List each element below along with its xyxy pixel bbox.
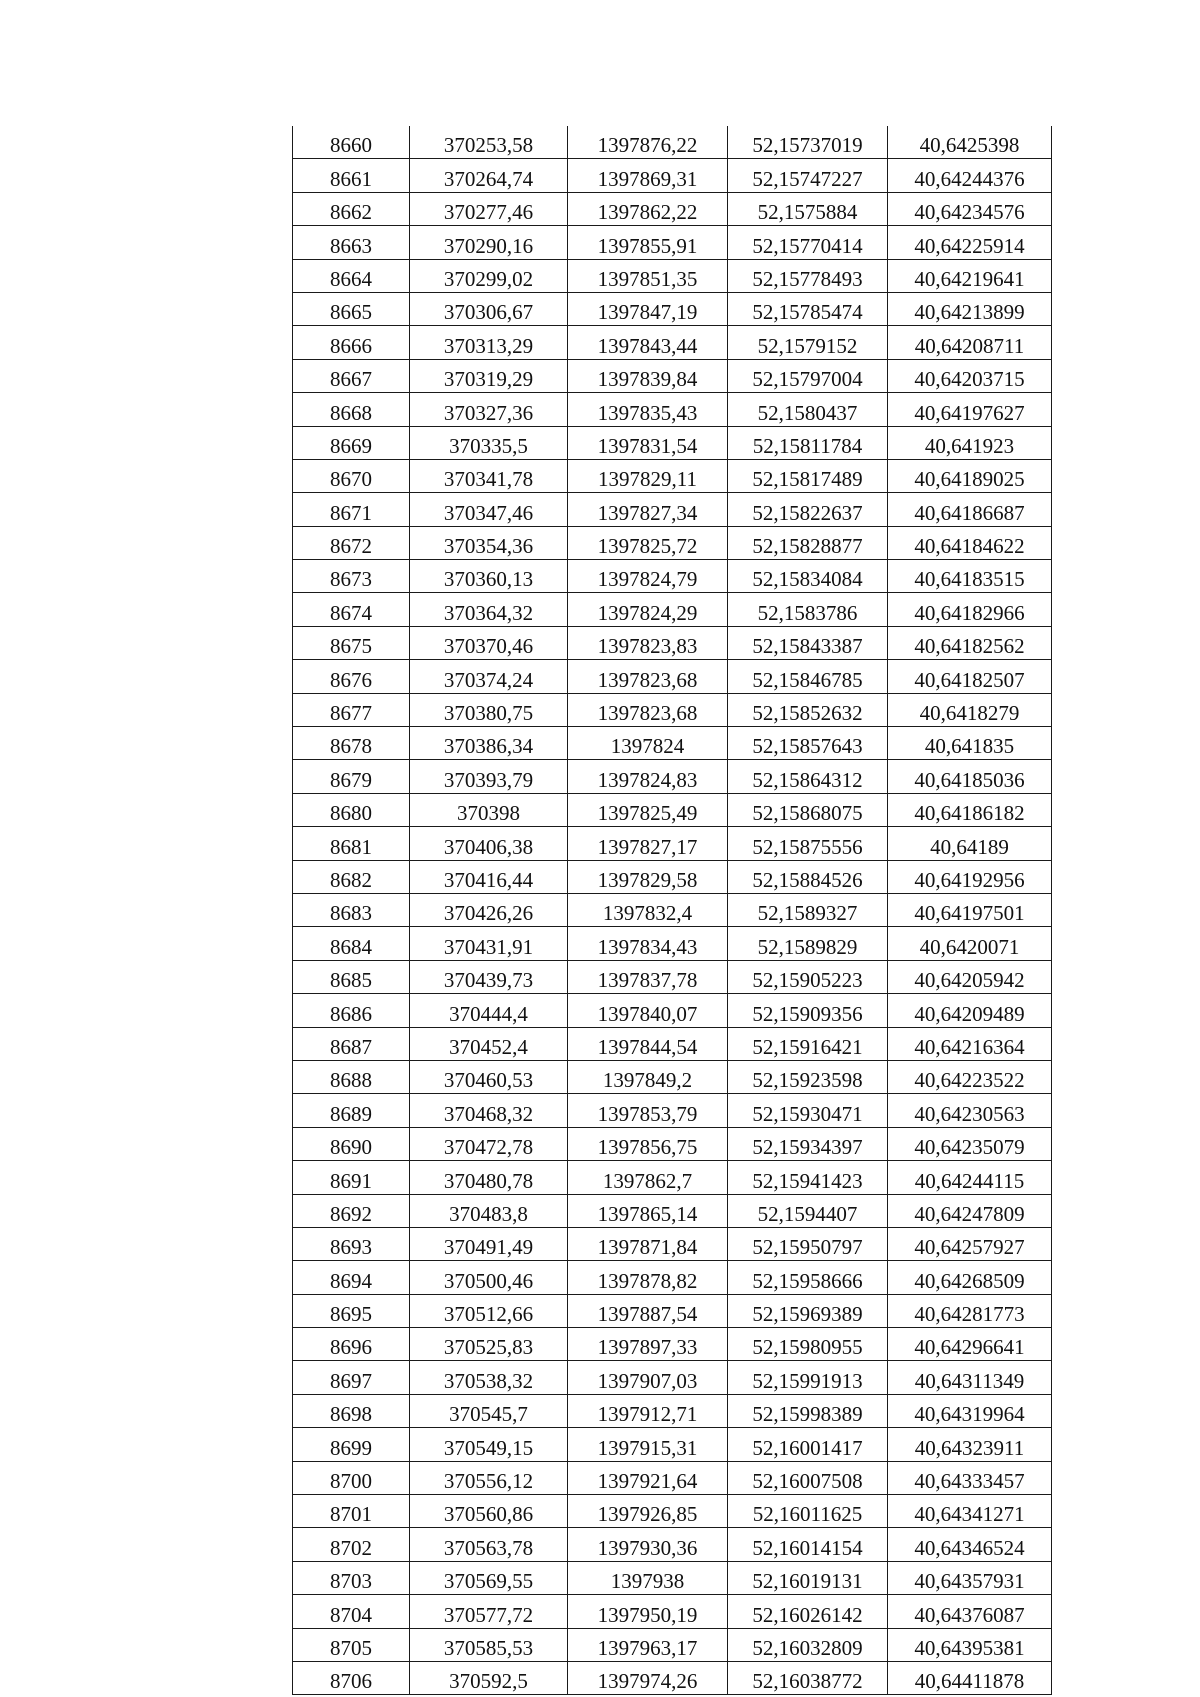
table-row bbox=[293, 1161, 1052, 1194]
table-row bbox=[293, 1194, 1052, 1227]
longitude-cell: 40,64197627 bbox=[888, 393, 1052, 426]
latitude-cell: 52,15737019 bbox=[728, 126, 888, 159]
y-coordinate-cell: 1397855,91 bbox=[568, 226, 728, 259]
point-number-cell: 8671 bbox=[293, 493, 410, 526]
x-coordinate-cell: 370398 bbox=[410, 793, 568, 826]
latitude-cell: 52,15817489 bbox=[728, 459, 888, 492]
latitude-cell: 52,15934397 bbox=[728, 1127, 888, 1160]
longitude-cell: 40,64230563 bbox=[888, 1094, 1052, 1127]
table-row bbox=[293, 1328, 1052, 1361]
longitude-cell: 40,64213899 bbox=[888, 292, 1052, 325]
point-number-cell: 8664 bbox=[293, 259, 410, 292]
latitude-cell: 52,16014154 bbox=[728, 1528, 888, 1561]
x-coordinate-cell: 370290,16 bbox=[410, 226, 568, 259]
table-row bbox=[293, 827, 1052, 860]
point-number-cell: 8676 bbox=[293, 660, 410, 693]
point-number-cell: 8661 bbox=[293, 159, 410, 192]
x-coordinate-cell: 370480,78 bbox=[410, 1161, 568, 1194]
x-coordinate-cell: 370380,75 bbox=[410, 693, 568, 726]
latitude-cell: 52,15998389 bbox=[728, 1394, 888, 1427]
x-coordinate-cell: 370347,46 bbox=[410, 493, 568, 526]
point-number-cell: 8694 bbox=[293, 1261, 410, 1294]
y-coordinate-cell: 1397878,82 bbox=[568, 1261, 728, 1294]
x-coordinate-cell: 370370,46 bbox=[410, 626, 568, 659]
x-coordinate-cell: 370444,4 bbox=[410, 994, 568, 1027]
table-row bbox=[293, 393, 1052, 426]
latitude-cell: 52,15916421 bbox=[728, 1027, 888, 1060]
longitude-cell: 40,64311349 bbox=[888, 1361, 1052, 1394]
table-row bbox=[293, 1661, 1052, 1694]
y-coordinate-cell: 1397831,54 bbox=[568, 426, 728, 459]
point-number-cell: 8678 bbox=[293, 727, 410, 760]
latitude-cell: 52,15811784 bbox=[728, 426, 888, 459]
latitude-cell: 52,16007508 bbox=[728, 1461, 888, 1494]
x-coordinate-cell: 370313,29 bbox=[410, 326, 568, 359]
point-number-cell: 8684 bbox=[293, 927, 410, 960]
point-number-cell: 8698 bbox=[293, 1394, 410, 1427]
x-coordinate-cell: 370549,15 bbox=[410, 1428, 568, 1461]
longitude-cell: 40,64225914 bbox=[888, 226, 1052, 259]
y-coordinate-cell: 1397837,78 bbox=[568, 960, 728, 993]
point-number-cell: 8689 bbox=[293, 1094, 410, 1127]
x-coordinate-cell: 370393,79 bbox=[410, 760, 568, 793]
table-row bbox=[293, 459, 1052, 492]
latitude-cell: 52,15785474 bbox=[728, 292, 888, 325]
y-coordinate-cell: 1397823,68 bbox=[568, 693, 728, 726]
y-coordinate-cell: 1397839,84 bbox=[568, 359, 728, 392]
point-number-cell: 8677 bbox=[293, 693, 410, 726]
point-number-cell: 8706 bbox=[293, 1661, 410, 1694]
x-coordinate-cell: 370341,78 bbox=[410, 459, 568, 492]
table-row bbox=[293, 1628, 1052, 1661]
longitude-cell: 40,64182562 bbox=[888, 626, 1052, 659]
point-number-cell: 8679 bbox=[293, 760, 410, 793]
point-number-cell: 8670 bbox=[293, 459, 410, 492]
y-coordinate-cell: 1397963,17 bbox=[568, 1628, 728, 1661]
y-coordinate-cell: 1397938 bbox=[568, 1561, 728, 1594]
y-coordinate-cell: 1397849,2 bbox=[568, 1060, 728, 1093]
latitude-cell: 52,15980955 bbox=[728, 1328, 888, 1361]
y-coordinate-cell: 1397827,17 bbox=[568, 827, 728, 860]
latitude-cell: 52,15884526 bbox=[728, 860, 888, 893]
latitude-cell: 52,1579152 bbox=[728, 326, 888, 359]
latitude-cell: 52,1580437 bbox=[728, 393, 888, 426]
latitude-cell: 52,15770414 bbox=[728, 226, 888, 259]
table-row bbox=[293, 960, 1052, 993]
table-row bbox=[293, 326, 1052, 359]
y-coordinate-cell: 1397844,54 bbox=[568, 1027, 728, 1060]
latitude-cell: 52,15846785 bbox=[728, 660, 888, 693]
point-number-cell: 8666 bbox=[293, 326, 410, 359]
point-number-cell: 8665 bbox=[293, 292, 410, 325]
x-coordinate-cell: 370560,86 bbox=[410, 1495, 568, 1528]
longitude-cell: 40,64234576 bbox=[888, 192, 1052, 225]
longitude-cell: 40,64189 bbox=[888, 827, 1052, 860]
table-row bbox=[293, 1060, 1052, 1093]
table-row bbox=[293, 626, 1052, 659]
longitude-cell: 40,641923 bbox=[888, 426, 1052, 459]
longitude-cell: 40,64184622 bbox=[888, 526, 1052, 559]
latitude-cell: 52,1583786 bbox=[728, 593, 888, 626]
latitude-cell: 52,15857643 bbox=[728, 727, 888, 760]
y-coordinate-cell: 1397926,85 bbox=[568, 1495, 728, 1528]
x-coordinate-cell: 370277,46 bbox=[410, 192, 568, 225]
y-coordinate-cell: 1397834,43 bbox=[568, 927, 728, 960]
latitude-cell: 52,1589327 bbox=[728, 893, 888, 926]
longitude-cell: 40,64341271 bbox=[888, 1495, 1052, 1528]
longitude-cell: 40,6420071 bbox=[888, 927, 1052, 960]
longitude-cell: 40,64186687 bbox=[888, 493, 1052, 526]
longitude-cell: 40,64319964 bbox=[888, 1394, 1052, 1427]
table-row bbox=[293, 760, 1052, 793]
table-row bbox=[293, 359, 1052, 392]
table-row bbox=[293, 927, 1052, 960]
point-number-cell: 8699 bbox=[293, 1428, 410, 1461]
point-number-cell: 8669 bbox=[293, 426, 410, 459]
x-coordinate-cell: 370460,53 bbox=[410, 1060, 568, 1093]
longitude-cell: 40,64244376 bbox=[888, 159, 1052, 192]
table-row bbox=[293, 1461, 1052, 1494]
x-coordinate-cell: 370545,7 bbox=[410, 1394, 568, 1427]
latitude-cell: 52,15852632 bbox=[728, 693, 888, 726]
y-coordinate-cell: 1397827,34 bbox=[568, 493, 728, 526]
table-row bbox=[293, 159, 1052, 192]
longitude-cell: 40,64197501 bbox=[888, 893, 1052, 926]
latitude-cell: 52,15778493 bbox=[728, 259, 888, 292]
longitude-cell: 40,6425398 bbox=[888, 126, 1052, 159]
latitude-cell: 52,15958666 bbox=[728, 1261, 888, 1294]
longitude-cell: 40,64183515 bbox=[888, 560, 1052, 593]
y-coordinate-cell: 1397835,43 bbox=[568, 393, 728, 426]
table-row bbox=[293, 1227, 1052, 1260]
longitude-cell: 40,64296641 bbox=[888, 1328, 1052, 1361]
table-row bbox=[293, 1595, 1052, 1628]
point-number-cell: 8697 bbox=[293, 1361, 410, 1394]
latitude-cell: 52,15843387 bbox=[728, 626, 888, 659]
y-coordinate-cell: 1397915,31 bbox=[568, 1428, 728, 1461]
y-coordinate-cell: 1397824,29 bbox=[568, 593, 728, 626]
longitude-cell: 40,64182507 bbox=[888, 660, 1052, 693]
y-coordinate-cell: 1397887,54 bbox=[568, 1294, 728, 1327]
table-row bbox=[293, 1495, 1052, 1528]
x-coordinate-cell: 370327,36 bbox=[410, 393, 568, 426]
point-number-cell: 8685 bbox=[293, 960, 410, 993]
point-number-cell: 8690 bbox=[293, 1127, 410, 1160]
latitude-cell: 52,16019131 bbox=[728, 1561, 888, 1594]
table-row bbox=[293, 727, 1052, 760]
latitude-cell: 52,15930471 bbox=[728, 1094, 888, 1127]
y-coordinate-cell: 1397825,49 bbox=[568, 793, 728, 826]
x-coordinate-cell: 370264,74 bbox=[410, 159, 568, 192]
y-coordinate-cell: 1397974,26 bbox=[568, 1661, 728, 1694]
table-row bbox=[293, 1561, 1052, 1594]
point-number-cell: 8704 bbox=[293, 1595, 410, 1628]
point-number-cell: 8675 bbox=[293, 626, 410, 659]
table-row bbox=[293, 860, 1052, 893]
point-number-cell: 8695 bbox=[293, 1294, 410, 1327]
point-number-cell: 8681 bbox=[293, 827, 410, 860]
longitude-cell: 40,64323911 bbox=[888, 1428, 1052, 1461]
y-coordinate-cell: 1397865,14 bbox=[568, 1194, 728, 1227]
x-coordinate-cell: 370525,83 bbox=[410, 1328, 568, 1361]
latitude-cell: 52,1589829 bbox=[728, 927, 888, 960]
x-coordinate-cell: 370563,78 bbox=[410, 1528, 568, 1561]
point-number-cell: 8682 bbox=[293, 860, 410, 893]
point-number-cell: 8660 bbox=[293, 126, 410, 159]
point-number-cell: 8672 bbox=[293, 526, 410, 559]
longitude-cell: 40,64281773 bbox=[888, 1294, 1052, 1327]
y-coordinate-cell: 1397824,79 bbox=[568, 560, 728, 593]
y-coordinate-cell: 1397843,44 bbox=[568, 326, 728, 359]
longitude-cell: 40,64182966 bbox=[888, 593, 1052, 626]
table-row bbox=[293, 1528, 1052, 1561]
longitude-cell: 40,64185036 bbox=[888, 760, 1052, 793]
x-coordinate-cell: 370439,73 bbox=[410, 960, 568, 993]
y-coordinate-cell: 1397851,35 bbox=[568, 259, 728, 292]
point-number-cell: 8705 bbox=[293, 1628, 410, 1661]
table-row bbox=[293, 1094, 1052, 1127]
latitude-cell: 52,16032809 bbox=[728, 1628, 888, 1661]
latitude-cell: 52,15828877 bbox=[728, 526, 888, 559]
point-number-cell: 8683 bbox=[293, 893, 410, 926]
latitude-cell: 52,16001417 bbox=[728, 1428, 888, 1461]
x-coordinate-cell: 370335,5 bbox=[410, 426, 568, 459]
table-row bbox=[293, 493, 1052, 526]
table-row bbox=[293, 693, 1052, 726]
x-coordinate-cell: 370577,72 bbox=[410, 1595, 568, 1628]
x-coordinate-cell: 370406,38 bbox=[410, 827, 568, 860]
point-number-cell: 8702 bbox=[293, 1528, 410, 1561]
longitude-cell: 40,64216364 bbox=[888, 1027, 1052, 1060]
table-row bbox=[293, 526, 1052, 559]
table-row bbox=[293, 660, 1052, 693]
x-coordinate-cell: 370253,58 bbox=[410, 126, 568, 159]
y-coordinate-cell: 1397862,22 bbox=[568, 192, 728, 225]
longitude-cell: 40,64346524 bbox=[888, 1528, 1052, 1561]
latitude-cell: 52,1594407 bbox=[728, 1194, 888, 1227]
x-coordinate-cell: 370360,13 bbox=[410, 560, 568, 593]
y-coordinate-cell: 1397824 bbox=[568, 727, 728, 760]
x-coordinate-cell: 370483,8 bbox=[410, 1194, 568, 1227]
x-coordinate-cell: 370556,12 bbox=[410, 1461, 568, 1494]
table-row bbox=[293, 1127, 1052, 1160]
x-coordinate-cell: 370431,91 bbox=[410, 927, 568, 960]
y-coordinate-cell: 1397829,58 bbox=[568, 860, 728, 893]
longitude-cell: 40,64376087 bbox=[888, 1595, 1052, 1628]
y-coordinate-cell: 1397832,4 bbox=[568, 893, 728, 926]
latitude-cell: 52,15834084 bbox=[728, 560, 888, 593]
y-coordinate-cell: 1397897,33 bbox=[568, 1328, 728, 1361]
y-coordinate-cell: 1397912,71 bbox=[568, 1394, 728, 1427]
table-row bbox=[293, 994, 1052, 1027]
table-row bbox=[293, 292, 1052, 325]
point-number-cell: 8696 bbox=[293, 1328, 410, 1361]
x-coordinate-cell: 370472,78 bbox=[410, 1127, 568, 1160]
x-coordinate-cell: 370569,55 bbox=[410, 1561, 568, 1594]
table-body bbox=[293, 126, 1052, 1695]
longitude-cell: 40,64186182 bbox=[888, 793, 1052, 826]
longitude-cell: 40,64203715 bbox=[888, 359, 1052, 392]
y-coordinate-cell: 1397869,31 bbox=[568, 159, 728, 192]
point-number-cell: 8680 bbox=[293, 793, 410, 826]
y-coordinate-cell: 1397823,68 bbox=[568, 660, 728, 693]
point-number-cell: 8674 bbox=[293, 593, 410, 626]
table-row bbox=[293, 426, 1052, 459]
longitude-cell: 40,64333457 bbox=[888, 1461, 1052, 1494]
y-coordinate-cell: 1397871,84 bbox=[568, 1227, 728, 1260]
x-coordinate-cell: 370299,02 bbox=[410, 259, 568, 292]
longitude-cell: 40,6418279 bbox=[888, 693, 1052, 726]
table-row bbox=[293, 126, 1052, 159]
table-row bbox=[293, 1428, 1052, 1461]
latitude-cell: 52,15969389 bbox=[728, 1294, 888, 1327]
y-coordinate-cell: 1397862,7 bbox=[568, 1161, 728, 1194]
longitude-cell: 40,64268509 bbox=[888, 1261, 1052, 1294]
longitude-cell: 40,64192956 bbox=[888, 860, 1052, 893]
y-coordinate-cell: 1397921,64 bbox=[568, 1461, 728, 1494]
longitude-cell: 40,64223522 bbox=[888, 1060, 1052, 1093]
table-row bbox=[293, 226, 1052, 259]
x-coordinate-cell: 370374,24 bbox=[410, 660, 568, 693]
longitude-cell: 40,64357931 bbox=[888, 1561, 1052, 1594]
point-number-cell: 8700 bbox=[293, 1461, 410, 1494]
y-coordinate-cell: 1397907,03 bbox=[568, 1361, 728, 1394]
point-number-cell: 8663 bbox=[293, 226, 410, 259]
x-coordinate-cell: 370512,66 bbox=[410, 1294, 568, 1327]
point-number-cell: 8703 bbox=[293, 1561, 410, 1594]
x-coordinate-cell: 370592,5 bbox=[410, 1661, 568, 1694]
y-coordinate-cell: 1397840,07 bbox=[568, 994, 728, 1027]
latitude-cell: 52,15923598 bbox=[728, 1060, 888, 1093]
longitude-cell: 40,64219641 bbox=[888, 259, 1052, 292]
latitude-cell: 52,15797004 bbox=[728, 359, 888, 392]
table-row bbox=[293, 192, 1052, 225]
point-number-cell: 8687 bbox=[293, 1027, 410, 1060]
longitude-cell: 40,64411878 bbox=[888, 1661, 1052, 1694]
table-row bbox=[293, 1294, 1052, 1327]
longitude-cell: 40,64235079 bbox=[888, 1127, 1052, 1160]
table-row bbox=[293, 593, 1052, 626]
x-coordinate-cell: 370538,32 bbox=[410, 1361, 568, 1394]
point-number-cell: 8667 bbox=[293, 359, 410, 392]
latitude-cell: 52,15905223 bbox=[728, 960, 888, 993]
table-row bbox=[293, 1261, 1052, 1294]
table-row bbox=[293, 1361, 1052, 1394]
latitude-cell: 52,16011625 bbox=[728, 1495, 888, 1528]
y-coordinate-cell: 1397930,36 bbox=[568, 1528, 728, 1561]
table-row bbox=[293, 1027, 1052, 1060]
x-coordinate-cell: 370354,36 bbox=[410, 526, 568, 559]
y-coordinate-cell: 1397876,22 bbox=[568, 126, 728, 159]
point-number-cell: 8673 bbox=[293, 560, 410, 593]
table-row bbox=[293, 560, 1052, 593]
x-coordinate-cell: 370416,44 bbox=[410, 860, 568, 893]
y-coordinate-cell: 1397823,83 bbox=[568, 626, 728, 659]
y-coordinate-cell: 1397825,72 bbox=[568, 526, 728, 559]
latitude-cell: 52,1575884 bbox=[728, 192, 888, 225]
latitude-cell: 52,15950797 bbox=[728, 1227, 888, 1260]
point-number-cell: 8688 bbox=[293, 1060, 410, 1093]
table-row bbox=[293, 259, 1052, 292]
latitude-cell: 52,15822637 bbox=[728, 493, 888, 526]
point-number-cell: 8701 bbox=[293, 1495, 410, 1528]
y-coordinate-cell: 1397950,19 bbox=[568, 1595, 728, 1628]
latitude-cell: 52,15875556 bbox=[728, 827, 888, 860]
latitude-cell: 52,16026142 bbox=[728, 1595, 888, 1628]
point-number-cell: 8691 bbox=[293, 1161, 410, 1194]
latitude-cell: 52,15991913 bbox=[728, 1361, 888, 1394]
latitude-cell: 52,15747227 bbox=[728, 159, 888, 192]
point-number-cell: 8686 bbox=[293, 994, 410, 1027]
x-coordinate-cell: 370585,53 bbox=[410, 1628, 568, 1661]
point-number-cell: 8693 bbox=[293, 1227, 410, 1260]
latitude-cell: 52,15909356 bbox=[728, 994, 888, 1027]
table-row bbox=[293, 893, 1052, 926]
x-coordinate-cell: 370319,29 bbox=[410, 359, 568, 392]
y-coordinate-cell: 1397856,75 bbox=[568, 1127, 728, 1160]
x-coordinate-cell: 370306,67 bbox=[410, 292, 568, 325]
longitude-cell: 40,64209489 bbox=[888, 994, 1052, 1027]
x-coordinate-cell: 370364,32 bbox=[410, 593, 568, 626]
longitude-cell: 40,64205942 bbox=[888, 960, 1052, 993]
longitude-cell: 40,64189025 bbox=[888, 459, 1052, 492]
x-coordinate-cell: 370426,26 bbox=[410, 893, 568, 926]
latitude-cell: 52,15864312 bbox=[728, 760, 888, 793]
longitude-cell: 40,64247809 bbox=[888, 1194, 1052, 1227]
longitude-cell: 40,64244115 bbox=[888, 1161, 1052, 1194]
table-row bbox=[293, 1394, 1052, 1427]
longitude-cell: 40,64257927 bbox=[888, 1227, 1052, 1260]
table-row bbox=[293, 793, 1052, 826]
x-coordinate-cell: 370386,34 bbox=[410, 727, 568, 760]
x-coordinate-cell: 370491,49 bbox=[410, 1227, 568, 1260]
point-number-cell: 8668 bbox=[293, 393, 410, 426]
longitude-cell: 40,64395381 bbox=[888, 1628, 1052, 1661]
x-coordinate-cell: 370500,46 bbox=[410, 1261, 568, 1294]
y-coordinate-cell: 1397824,83 bbox=[568, 760, 728, 793]
y-coordinate-cell: 1397847,19 bbox=[568, 292, 728, 325]
x-coordinate-cell: 370468,32 bbox=[410, 1094, 568, 1127]
y-coordinate-cell: 1397853,79 bbox=[568, 1094, 728, 1127]
latitude-cell: 52,15941423 bbox=[728, 1161, 888, 1194]
latitude-cell: 52,15868075 bbox=[728, 793, 888, 826]
point-number-cell: 8692 bbox=[293, 1194, 410, 1227]
longitude-cell: 40,64208711 bbox=[888, 326, 1052, 359]
y-coordinate-cell: 1397829,11 bbox=[568, 459, 728, 492]
longitude-cell: 40,641835 bbox=[888, 727, 1052, 760]
coordinates-table bbox=[292, 126, 1052, 1695]
latitude-cell: 52,16038772 bbox=[728, 1661, 888, 1694]
point-number-cell: 8662 bbox=[293, 192, 410, 225]
x-coordinate-cell: 370452,4 bbox=[410, 1027, 568, 1060]
